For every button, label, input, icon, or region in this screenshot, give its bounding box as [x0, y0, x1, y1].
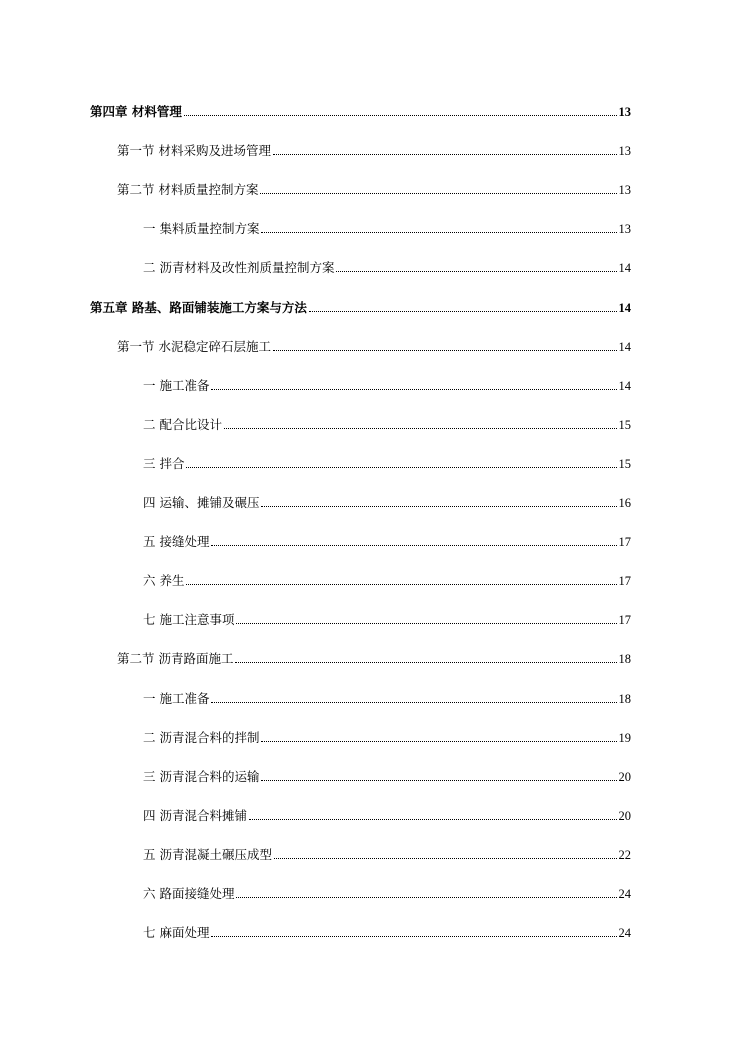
toc-entry-page-number: 17: [618, 613, 631, 628]
toc-entry-title: 四 沥青混合料摊铺: [143, 807, 247, 823]
toc-entry-page-number: 14: [618, 300, 631, 315]
toc-entry-page-number: 15: [618, 456, 631, 471]
toc-entry[interactable]: [143, 489, 631, 511]
toc-entry[interactable]: [143, 841, 631, 863]
dot-leader: [273, 350, 617, 351]
toc-entry[interactable]: [117, 333, 631, 355]
toc-entry-title: 七 麻面处理: [143, 925, 210, 941]
dot-leader: [211, 545, 616, 546]
toc-entry-title: 三 拌合: [143, 455, 185, 471]
toc-entry[interactable]: [117, 176, 631, 198]
toc-entry-title: 七 施工注意事项: [143, 612, 235, 628]
toc-entry-title: 第四章 材料管理: [90, 104, 182, 119]
dot-leader: [211, 936, 616, 937]
toc-entry-page-number: 22: [618, 847, 631, 862]
toc-entry-title: 第五章 路基、路面铺装施工方案与方法: [90, 299, 307, 315]
toc-entry[interactable]: [143, 372, 631, 394]
dot-leader: [273, 154, 617, 155]
dot-leader: [186, 467, 616, 468]
toc-entry-title: 第一节 材料采购及进场管理: [117, 143, 271, 159]
dot-leader: [260, 193, 616, 194]
toc-entry-title: 二 配合比设计: [143, 416, 222, 432]
toc-entry-page-number: 24: [618, 926, 631, 941]
toc-entry-title: 一 施工准备: [143, 690, 210, 706]
toc-entry-page-number: 13: [618, 183, 631, 198]
toc-entry-page-number: 20: [618, 808, 631, 823]
toc-entry-page-number: 20: [618, 769, 631, 784]
toc-entry[interactable]: [117, 137, 631, 159]
dot-leader: [184, 115, 617, 116]
toc-entry[interactable]: [143, 763, 631, 785]
dot-leader: [211, 389, 616, 390]
dot-leader: [211, 702, 616, 703]
dot-leader: [261, 232, 616, 233]
toc-entry-title: 第一节 水泥稳定碎石层施工: [117, 338, 271, 354]
dot-leader: [235, 662, 616, 663]
toc-entry[interactable]: [143, 411, 631, 433]
toc-entry[interactable]: [143, 254, 631, 276]
toc-entry-title: 六 路面接缝处理: [143, 886, 235, 901]
toc-entry-page-number: 13: [618, 222, 631, 237]
toc-entry-page-number: 14: [618, 339, 631, 354]
toc-entry-page-number: 17: [618, 574, 631, 589]
toc-entry[interactable]: [143, 528, 631, 550]
toc-entry-title: 五 接缝处理: [143, 534, 210, 550]
toc-entry-title: 一 集料质量控制方案: [143, 221, 260, 237]
toc-entry-page-number: 17: [618, 535, 631, 550]
dot-leader: [309, 311, 617, 312]
toc-entry-title: 三 沥青混合料的运输: [143, 768, 260, 784]
toc-entry-page-number: 13: [618, 105, 631, 119]
toc-entry[interactable]: [143, 685, 631, 707]
toc-entry[interactable]: [143, 724, 631, 746]
toc-entry[interactable]: [143, 802, 631, 824]
toc-entry[interactable]: [143, 215, 631, 237]
toc-entry-page-number: 19: [618, 730, 631, 745]
toc-entry-page-number: 24: [618, 887, 631, 901]
toc-entry-title: 第二节 材料质量控制方案: [117, 182, 259, 198]
toc-entry[interactable]: [143, 450, 631, 472]
dot-leader: [274, 858, 617, 859]
toc-entry-title: 四 运输、摊铺及碾压: [143, 495, 260, 510]
dot-leader: [236, 623, 616, 624]
toc-entry-page-number: 16: [618, 496, 631, 510]
toc-entry[interactable]: [143, 567, 631, 589]
toc-entry[interactable]: [143, 880, 631, 902]
dot-leader: [186, 584, 616, 585]
dot-leader: [336, 271, 616, 272]
toc-entry-page-number: 14: [618, 378, 631, 393]
toc-entry-title: 一 施工准备: [143, 377, 210, 393]
dot-leader: [261, 506, 616, 507]
dot-leader: [224, 428, 617, 429]
dot-leader: [261, 780, 616, 781]
toc-entry-page-number: 13: [618, 144, 631, 159]
toc-entry-page-number: 18: [618, 652, 631, 667]
toc-entry-page-number: 14: [618, 261, 631, 276]
toc-entry-title: 二 沥青混合料的拌制: [143, 729, 260, 745]
toc-entry[interactable]: [143, 606, 631, 628]
toc-entry-title: 二 沥青材料及改性剂质量控制方案: [143, 260, 335, 276]
toc-entry-title: 五 沥青混凝土碾压成型: [143, 846, 272, 862]
dot-leader: [249, 819, 617, 820]
toc-entry-title: 六 养生: [143, 573, 185, 589]
toc-entry-page-number: 18: [618, 691, 631, 706]
toc-entry-page-number: 15: [618, 417, 631, 432]
dot-leader: [261, 741, 616, 742]
toc-entry-title: 第二节 沥青路面施工: [117, 651, 234, 667]
toc-entry[interactable]: [90, 294, 631, 316]
toc-entry[interactable]: [143, 919, 631, 941]
dot-leader: [236, 897, 616, 898]
toc-entry[interactable]: [117, 645, 631, 667]
toc-entry[interactable]: [90, 98, 631, 120]
